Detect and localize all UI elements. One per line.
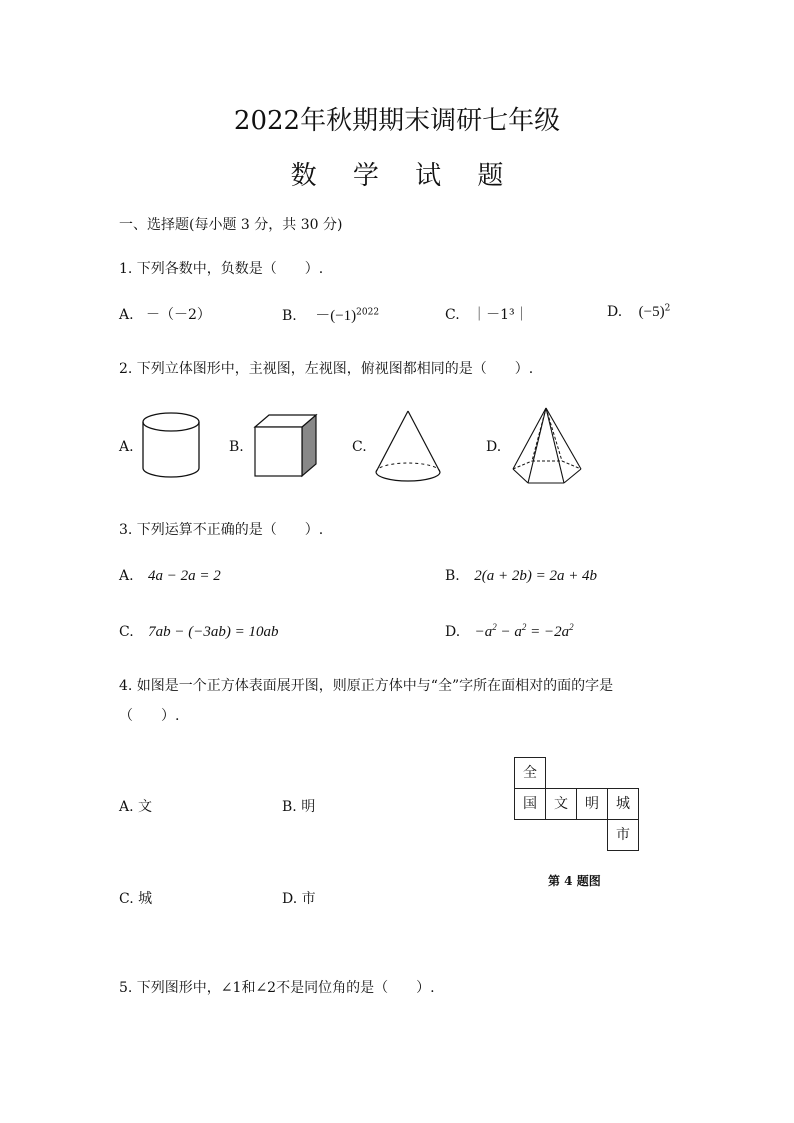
- q5-stem: 5. 下列图形中，∠1和∠2不是同位角的是（ ）.: [119, 980, 435, 996]
- q1-option-a-text: －（－2）: [146, 307, 211, 323]
- exam-title: 2022年秋期期末调研七年级: [233, 106, 561, 136]
- q1-option-b-base: －(−1): [315, 308, 357, 324]
- q2-option-a-label: A.: [119, 439, 134, 455]
- q4-option-b: B. 明: [282, 799, 316, 815]
- q3-option-b-label: B.: [445, 568, 460, 584]
- q4-option-a: A. 文: [119, 799, 153, 815]
- q3-option-d-exp3: 2: [569, 622, 574, 632]
- exam-subtitle: 数 学 试 题: [290, 161, 518, 191]
- q1-option-c-text: ｜－1³｜: [472, 307, 529, 323]
- q1-option-c: [445, 304, 529, 324]
- q1-option-d-exponent: 2: [664, 303, 671, 314]
- q2-option-d-label: D.: [486, 439, 502, 455]
- q4-option-c: C. 城: [119, 891, 153, 907]
- q3-option-d-part3: = −2a: [526, 624, 570, 640]
- q3-option-c-label: C.: [119, 624, 134, 640]
- net-cell-top: 全: [514, 757, 546, 789]
- q3-option-d-exp1: 2: [492, 622, 497, 632]
- cone-figure: [372, 408, 444, 486]
- q3-option-d-part2: − a: [496, 624, 522, 640]
- q1-option-b: [282, 304, 379, 325]
- net-cell-row-1: 国: [514, 788, 546, 820]
- q3-option-c-text: 7ab − (−3ab) = 10ab: [148, 624, 279, 640]
- net-cell-bottom: 市: [607, 819, 639, 851]
- q3-stem: 3. 下列运算不正确的是（ ）.: [119, 522, 324, 538]
- q2-option-c-label: C.: [352, 439, 367, 455]
- cylinder-figure: [140, 410, 202, 482]
- q4-stem-line1: 4. 如图是一个正方体表面展开图，则原正方体中与“全”字所在面相对的面的字是: [119, 678, 614, 694]
- q1-option-c-label: C.: [445, 307, 460, 323]
- q1-stem: 1. 下列各数中，负数是（ ）.: [119, 261, 324, 277]
- q2-option-b-label: B.: [229, 439, 244, 455]
- q3-option-d: [445, 624, 574, 641]
- q3-option-d-exp2: 2: [521, 622, 527, 632]
- net-cell-row-2: 文: [545, 788, 577, 820]
- q3-option-a: [119, 568, 221, 585]
- net-cell-row-3: 明: [576, 788, 608, 820]
- q3-option-d-label: D.: [445, 624, 461, 640]
- q1-option-d-label: D.: [607, 304, 623, 320]
- q3-option-d-part1: −a: [474, 624, 493, 640]
- q2-stem: 2. 下列立体图形中，主视图，左视图，俯视图都相同的是（ ）.: [119, 361, 534, 377]
- q4-figure-caption: 第 4 题图: [548, 874, 601, 888]
- q3-option-d-text: [475, 624, 574, 640]
- q1-option-b-exponent: 2022: [356, 307, 380, 318]
- q1-option-a: [119, 304, 211, 324]
- q1-option-b-label: B.: [282, 308, 297, 324]
- cube-figure: [252, 412, 322, 480]
- q1-option-d: [607, 304, 670, 321]
- q4-option-d: D. 市: [282, 891, 316, 907]
- pyramid-figure: [508, 405, 588, 489]
- q3-option-a-label: A.: [119, 568, 134, 584]
- q1-option-d-base: (−5): [638, 304, 665, 320]
- q3-option-b: [445, 568, 597, 585]
- q3-option-c: [119, 624, 278, 641]
- q4-stem-line2: （ ）.: [119, 708, 180, 724]
- q1-option-a-label: A.: [119, 307, 134, 323]
- section-heading: 一、选择题(每小题 3 分，共 30 分): [119, 217, 343, 233]
- q3-option-b-text: 2(a + 2b) = 2a + 4b: [474, 568, 598, 584]
- q3-option-a-text: 4a − 2a = 2: [148, 568, 221, 584]
- net-cell-row-4: 城: [607, 788, 639, 820]
